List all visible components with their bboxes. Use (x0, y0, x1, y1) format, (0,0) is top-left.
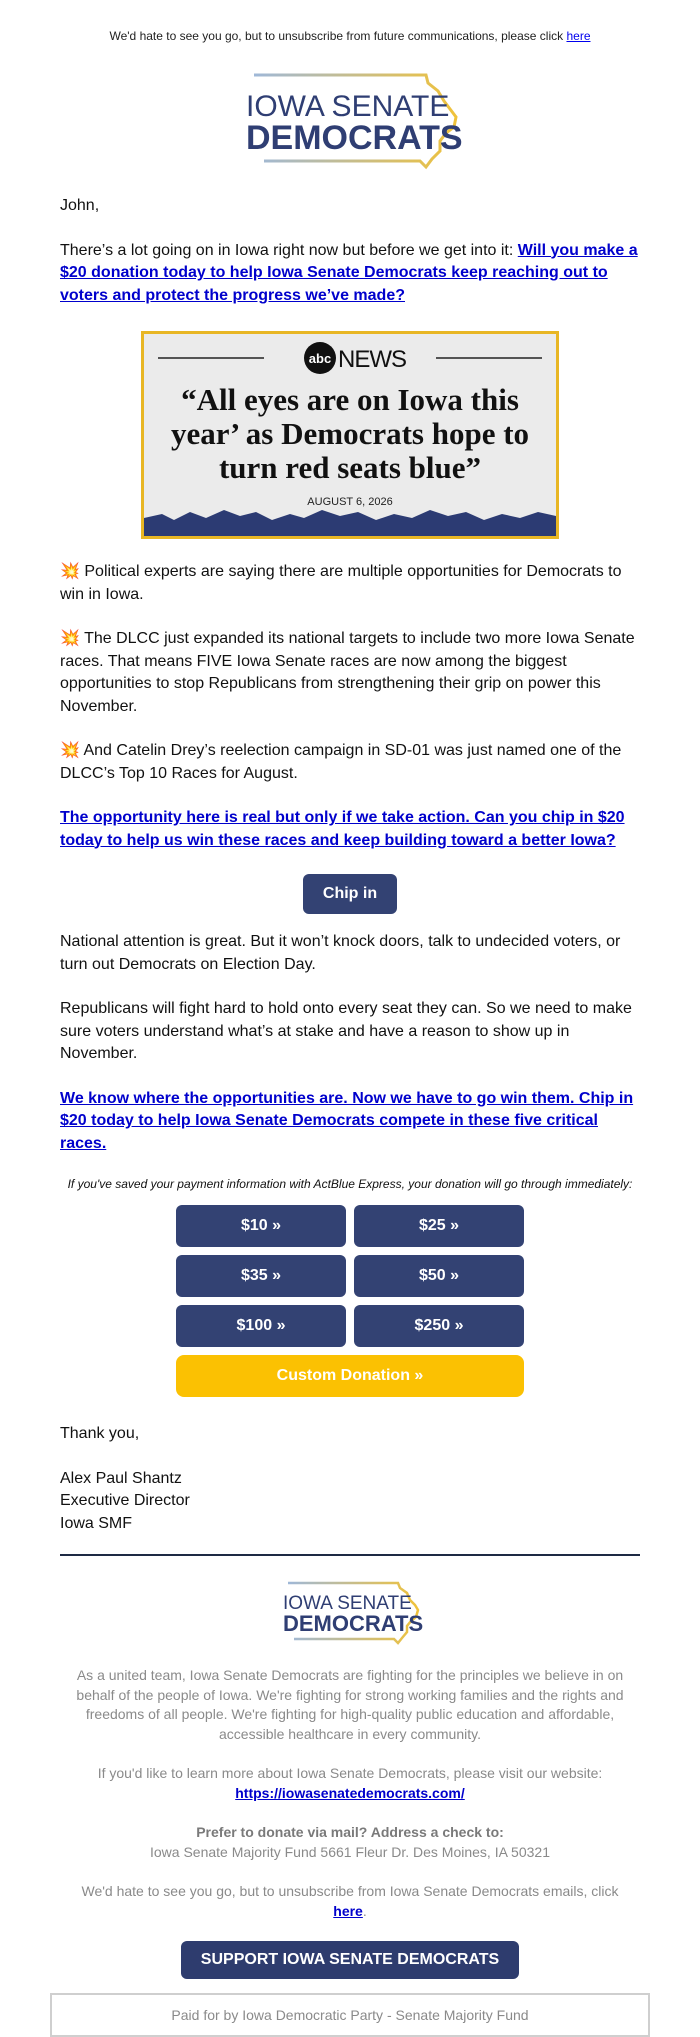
signoff-title: Executive Director (60, 1492, 190, 1509)
republicans-paragraph: Republicans will fight hard to hold onto every seat they can. So we need to make sure voters understand what’s at stake and have a reason to show up in November. (60, 1000, 632, 1062)
footer-learn-more (0, 1764, 700, 1803)
support-row (0, 1941, 700, 1979)
learn-more-text: If you'd like to learn more about Iowa Senate Democrats, please visit our website: (97, 1765, 603, 1781)
abc-news-wordmark: NEWS (338, 346, 406, 373)
donate-50-button[interactable]: $50 » (354, 1255, 524, 1297)
mail-heading: Prefer to donate via mail? Address a check to: (196, 1824, 504, 1840)
donate-100-button[interactable]: $100 » (176, 1305, 346, 1347)
headline-graphic (144, 334, 556, 536)
signoff-name: Alex Paul Shantz (60, 1469, 182, 1487)
signoff-thanks: Thank you, (60, 1425, 140, 1442)
cta-link-1[interactable]: The opportunity here is real but only if we take action. Can you chip in $20 today to help us win these races and keep building toward a better Iowa? (60, 809, 625, 849)
explosion-icon: 💥 (60, 742, 80, 759)
bullet-item: 💥 And Catelin Drey’s reelection campaign in SD-01 was just named one of the DLCC’s Top 10 Races for August. (60, 742, 622, 782)
footer-logo-line2: DEMOCRATS (283, 1611, 424, 1636)
paid-for-box: Paid for by Iowa Democratic Party - Senate Majority Fund (50, 1993, 650, 2037)
website-link[interactable]: https://iowasenatedemocrats.com/ (235, 1784, 465, 1801)
mail-address: Iowa Senate Majority Fund 5661 Fleur Dr. Des Moines, IA 50321 (150, 1843, 550, 1860)
bullets-section (0, 561, 700, 852)
bullet-item: 💥 Political experts are saying there are multiple opportunities for Democrats to win in Iowa. (60, 563, 622, 603)
footer-unsubscribe-link[interactable]: here (333, 1902, 363, 1919)
donate-250-button[interactable]: $250 » (354, 1305, 524, 1347)
logo-line2: DEMOCRATS (246, 119, 463, 157)
custom-donation-button[interactable]: Custom Donation » (176, 1355, 524, 1397)
abc-badge-text: abc (308, 351, 332, 366)
cta-paragraph-2 (60, 1088, 640, 1156)
chip-in-row (0, 874, 700, 914)
donate-25-button[interactable]: $25 » (354, 1205, 524, 1247)
main-content (0, 195, 700, 307)
donation-grid (176, 1205, 524, 1397)
cta-paragraph-1 (60, 807, 640, 852)
headline-line3: turn red seats blue” (218, 450, 482, 485)
chip-in-button[interactable]: Chip in (303, 874, 397, 914)
top-unsubscribe-text: We'd hate to see you go, but to unsubscribe from future communications, please click (109, 29, 567, 43)
cta-link-2[interactable]: We know where the opportunities are. Now we have to go win them. Chip in $20 today to help Iowa Senate Democrats compete in these five critical races. (60, 1089, 634, 1152)
abc-news-headline-image (141, 331, 559, 539)
signoff (0, 1423, 700, 1535)
footer-mail (0, 1823, 700, 1862)
logo-line1: IOWA SENATE (246, 90, 450, 123)
donate-35-button[interactable]: $35 » (176, 1255, 346, 1297)
explosion-icon: 💥 (60, 630, 80, 647)
headline-date: AUGUST 6, 2026 (307, 496, 393, 508)
intro-text: There’s a lot going on in Iowa right now but before we get into it: (60, 241, 518, 259)
footer-mission: As a united team, Iowa Senate Democrats are fighting for the principles we believe in on behalf of the people of Iowa. We're fighting for strong working families and the rights and freedoms of all people. We're fighting for high-quality public education and affordable, accessible healthcare in every community. (76, 1667, 624, 1742)
intro-paragraph (60, 240, 640, 308)
footer-unsubscribe-text: We'd hate to see you go, but to unsubscribe from Iowa Senate Democrats emails, click (81, 1883, 619, 1899)
iowa-senate-democrats-logo (234, 71, 466, 171)
headline-line2: year’ as Democrats hope to (170, 416, 530, 451)
top-unsubscribe-line (0, 0, 700, 49)
footer-logo (276, 1580, 424, 1646)
footer-divider (60, 1554, 640, 1556)
top-unsubscribe-link[interactable]: here (566, 29, 591, 43)
signoff-org: Iowa SMF (60, 1514, 133, 1532)
donate-10-button[interactable]: $10 » (176, 1205, 346, 1247)
footer-unsubscribe: We'd hate to see you go, but to unsubscribe from Iowa Senate Democrats emails, click here. (81, 1883, 619, 1919)
support-button[interactable]: SUPPORT IOWA SENATE DEMOCRATS (181, 1941, 519, 1979)
intro-donate-link[interactable]: Will you make a $20 donation today to help Iowa Senate Democrats keep reaching out to voters and protect the progress we’ve made? (60, 241, 638, 304)
national-attention-paragraph: National attention is great. But it won’t knock doors, talk to undecided voters, or turn out Democrats on Election Day. (60, 933, 621, 973)
actblue-note: If you've saved your payment information with ActBlue Express, your donation will go through immediately: (67, 1177, 633, 1191)
footer-logo-line1: IOWA SENATE (283, 1593, 412, 1614)
headline-line1: “All eyes are on Iowa this (181, 382, 519, 417)
explosion-icon: 💥 (60, 563, 80, 580)
greeting: John, (60, 197, 100, 214)
body-section-2 (0, 931, 700, 1155)
bullet-item: 💥 The DLCC just expanded its national targets to include two more Iowa Senate races. That means FIVE Iowa Senate races are now among the biggest opportunities to stop Republicans from strengthening their grip on power this November. (60, 630, 635, 715)
